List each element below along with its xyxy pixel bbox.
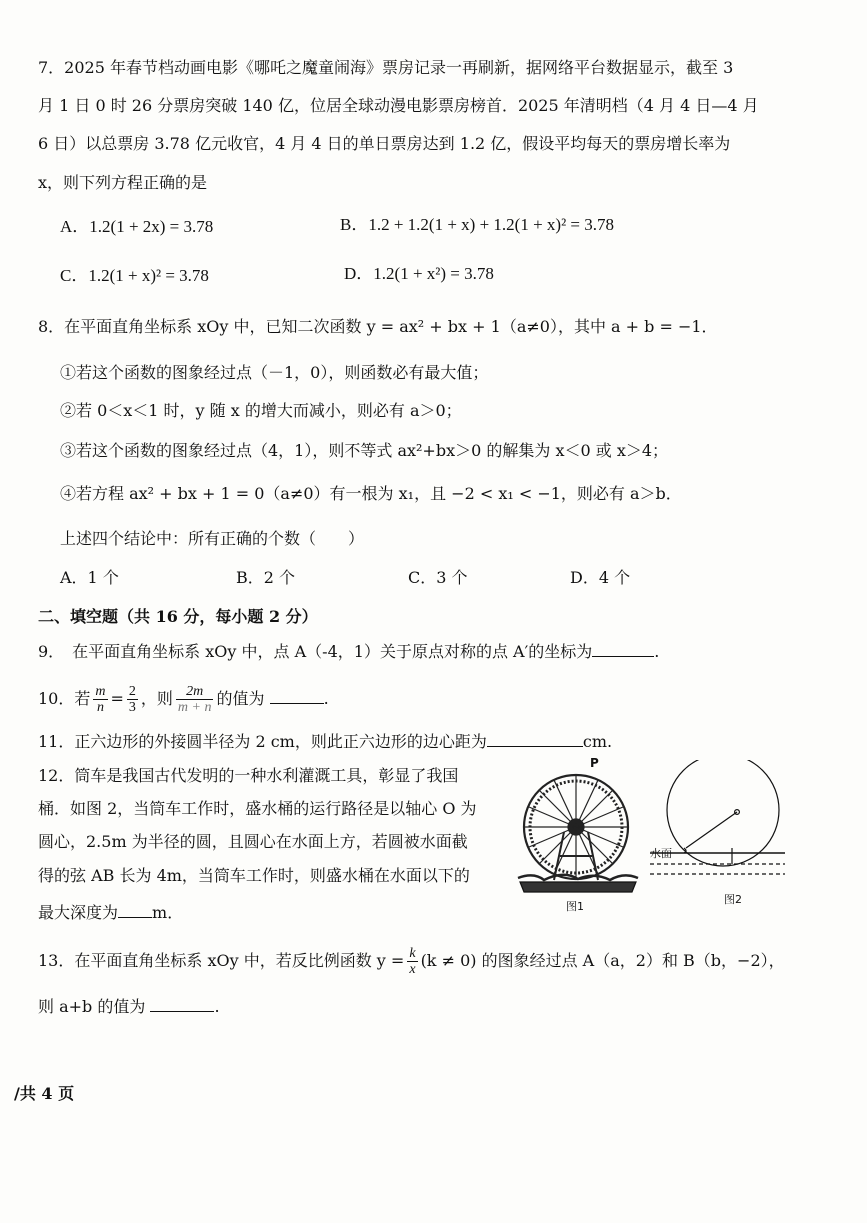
q7-option-d: D．1.2(1 + x²) = 3.78 <box>344 264 494 283</box>
q12-line5-text: 最大深度为 <box>38 903 119 922</box>
denominator: n <box>96 700 104 715</box>
q8-option-a: A．1 个 <box>60 568 119 587</box>
wheel-drawing <box>518 775 638 892</box>
numerator: k <box>409 946 416 961</box>
q7-line4: x，则下列方程正确的是 <box>38 173 208 192</box>
q13-line1 <box>38 944 785 978</box>
q11-text: 11．正六边形的外接圆半径为 2 cm，则此正六边形的边心距为 <box>38 732 487 751</box>
q12-line4: 得的弦 AB 长为 4m，当筒车工作时，则盛水桶在水面以下的 <box>38 866 470 885</box>
q9 <box>38 640 659 662</box>
q7-option-a: A．1.2(1 + 2x) = 3.78 <box>60 217 214 236</box>
q13-line2-text: 则 a+b 的值为 <box>38 997 146 1016</box>
answer-blank <box>150 995 214 1012</box>
water-surface-label: 水面 <box>650 847 672 860</box>
q10-post: 的值为 <box>216 689 265 708</box>
fraction-two-thirds <box>127 684 138 715</box>
q7-line2: 月 1 日 0 时 26 分票房突破 140 亿，位居全球动漫电影票房榜首．2025 年清明档（4 月 4 日—4 月 <box>38 96 759 115</box>
q7-option-b: B．1.2 + 1.2(1 + x) + 1.2(1 + x)² = 3.78 <box>340 215 615 234</box>
q10-end: . <box>323 689 329 708</box>
q13-end: . <box>214 997 220 1016</box>
denominator: 3 <box>128 700 136 715</box>
page-footer: /共 4 页 <box>14 1084 75 1103</box>
answer-blank <box>270 687 324 704</box>
q7-line3: 6 日）以总票房 3.78 亿元收官，4 月 4 日的单日票房达到 1.2 亿，假设平均每天的票房增长率为 <box>38 134 731 153</box>
denominator: m + n <box>177 700 212 715</box>
q13-prefix: 13．在平面直角坐标系 xOy 中，若反比例函数 y = <box>38 951 405 970</box>
equals-sign: = <box>110 689 124 708</box>
q8-option-d: D．4 个 <box>570 568 631 587</box>
q10 <box>38 682 329 716</box>
q9-text: 9． 在平面直角坐标系 xOy 中，点 A（-4，1）关于原点对称的点 A′的坐标为 <box>38 642 593 661</box>
figure-1-water-wheel <box>514 752 644 917</box>
q8-statement-2: ②若 0＜x＜1 时，y 随 x 的增大而减小，则必有 a＞0； <box>60 401 462 420</box>
q8-statement-3: ③若这个函数的图象经过点（4，1），则不等式 ax²+bx＞0 的解集为 x＜0 或 x＞4； <box>60 441 669 460</box>
label-p: P <box>590 756 599 770</box>
figure-1-caption: 图1 <box>566 900 584 913</box>
q13-line2 <box>38 995 220 1017</box>
fraction-k-over-x <box>407 946 417 977</box>
q12-line5 <box>38 901 183 923</box>
q10-middle: ，则 <box>140 689 173 708</box>
fraction-m-over-n <box>93 684 107 715</box>
q13-post: (k ≠ 0) 的图象经过点 A（a，2）和 B（b，−2）， <box>420 951 785 970</box>
numerator: 2m <box>176 684 214 700</box>
answer-blank <box>592 640 654 657</box>
q8-ask: 上述四个结论中：所有正确的个数（ ） <box>60 529 365 548</box>
q8-statement-4: ④若方程 ax² + bx + 1 = 0（a≠0）有一根为 x₁，且 −2 < x₁ < −1，则必有 a＞b． <box>60 484 682 503</box>
q12-unit: m． <box>152 903 184 922</box>
section-heading: 二、填空题（共 16 分，每小题 2 分） <box>38 607 318 626</box>
figure-2-caption: 图2 <box>724 893 742 906</box>
q9-end: . <box>654 642 660 661</box>
q11-unit: cm. <box>582 732 613 751</box>
numerator: m <box>95 684 106 699</box>
q8-line1: 8．在平面直角坐标系 xOy 中，已知二次函数 y = ax² + bx + 1（a≠0），其中 a + b = −1． <box>38 317 718 336</box>
q8-option-b: B．2 个 <box>236 568 296 587</box>
q8-statement-1: ①若这个函数的图象经过点（－1，0），则函数必有最大值； <box>60 363 489 382</box>
q7-line1: 7．2025 年春节档动画电影《哪吒之魔童闹海》票房记录一再刷新，据网络平台数据显示，截至 3 <box>38 58 734 77</box>
q12-line3: 圆心，2.5m 为半径的圆，且圆心在水面上方，若圆被水面截 <box>38 832 468 851</box>
q8-option-c: C．3 个 <box>408 568 468 587</box>
figure-2-diagram <box>650 760 790 910</box>
numerator: 2 <box>128 684 136 699</box>
q12-line2: 桶．如图 2，当筒车工作时，盛水桶的运行路径是以轴心 O 为 <box>38 799 477 818</box>
q12-line1: 12．筒车是我国古代发明的一种水利灌溉工具，彰显了我国 <box>38 766 459 785</box>
q11 <box>38 730 612 752</box>
answer-blank <box>487 730 583 747</box>
denominator: x <box>409 962 416 977</box>
q7-option-c: C．1.2(1 + x)² = 3.78 <box>60 266 209 285</box>
answer-blank <box>118 901 152 918</box>
q10-prefix: 10．若 <box>38 689 91 708</box>
fraction-2m-over-sum <box>176 684 214 715</box>
